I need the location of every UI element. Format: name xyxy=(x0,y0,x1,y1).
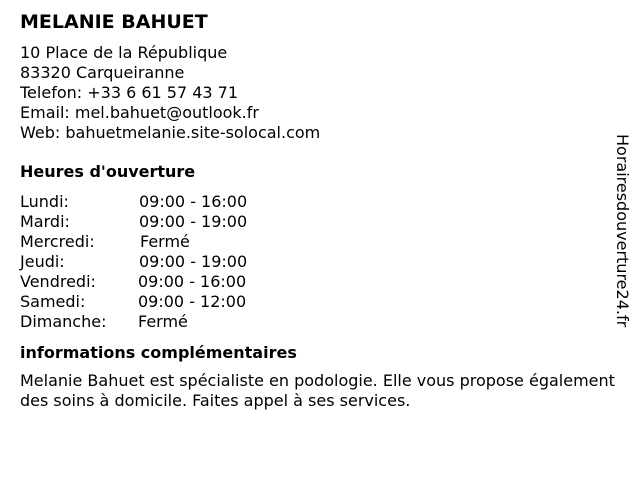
hours-row-samedi xyxy=(20,292,616,312)
business-name: MELANIE BAHUET xyxy=(20,11,208,33)
additional-info-title: informations complémentaires xyxy=(20,343,297,362)
hours-row-dimanche xyxy=(20,312,616,332)
opening-hours-title: Heures d'ouverture xyxy=(20,162,196,181)
day-hours: 09:00 - 19:00 xyxy=(139,252,248,271)
day-hours: 09:00 - 19:00 xyxy=(139,212,248,231)
day-hours: 09:00 - 16:00 xyxy=(139,192,248,211)
phone-line: Telefon: +33 6 61 57 43 71 xyxy=(20,83,239,102)
day-hours: 09:00 - 12:00 xyxy=(138,292,247,311)
day-label: Mardi: xyxy=(20,212,70,231)
day-hours: Fermé xyxy=(138,312,188,331)
business-card xyxy=(20,10,616,411)
day-label: Vendredi: xyxy=(20,272,96,291)
day-label: Jeudi: xyxy=(20,252,65,271)
site-watermark: Horairesdouverture24.fr xyxy=(613,134,632,328)
day-hours: Fermé xyxy=(140,232,190,251)
web-line: Web: bahuetmelanie.site-solocal.com xyxy=(20,123,321,142)
address-line-1: 10 Place de la République xyxy=(20,43,228,62)
email-line: Email: mel.bahuet@outlook.fr xyxy=(20,103,259,122)
hours-row-jeudi xyxy=(20,252,616,272)
day-label: Samedi: xyxy=(20,292,86,311)
day-label: Dimanche: xyxy=(20,312,107,331)
address-line-2: 83320 Carqueiranne xyxy=(20,63,185,82)
additional-info-text: Melanie Bahuet est spécialiste en podologie. Elle vous propose également des soins à domicile. Faites appel à ses services. xyxy=(20,371,615,410)
hours-row-mercredi xyxy=(20,232,616,252)
hours-row-lundi xyxy=(20,192,616,212)
opening-hours-list xyxy=(20,192,616,332)
day-label: Mercredi: xyxy=(20,232,95,251)
hours-row-mardi xyxy=(20,212,616,232)
day-hours: 09:00 - 16:00 xyxy=(138,272,247,291)
day-label: Lundi: xyxy=(20,192,69,211)
hours-row-vendredi xyxy=(20,272,616,292)
